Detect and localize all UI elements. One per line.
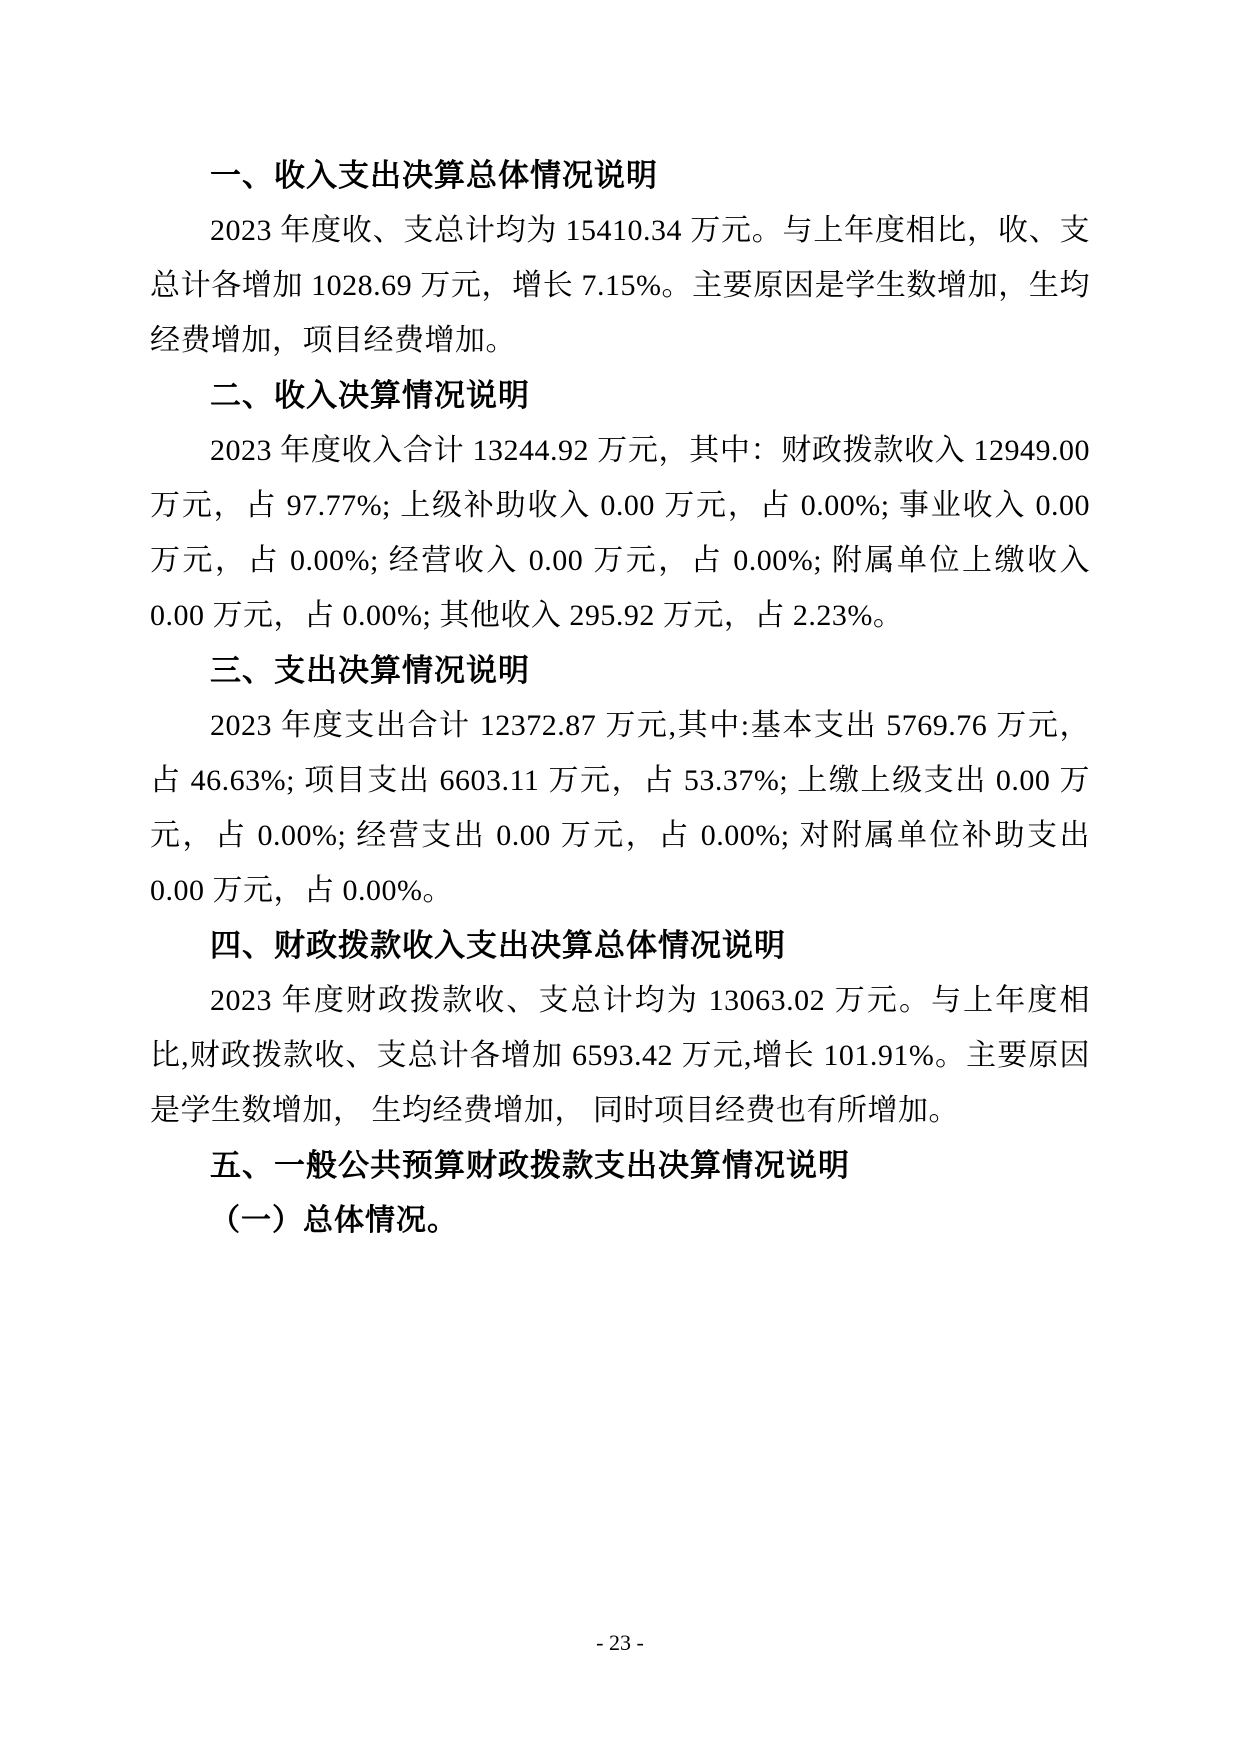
section-4-heading: 四、财政拨款收入支出决算总体情况说明 [210,928,786,963]
page-number: - 23 - [596,1630,644,1655]
section-1-paragraph: 2023 年度收、支总计均为 15410.34 万元。与上年度相比，收、支总计各增加 1028.69 万元，增长 7.15%。主要原因是学生数增加，生均经费增加，项目经费增加。 [150,214,1090,357]
section-5-heading: 五、一般公共预算财政拨款支出决算情况说明 [210,1148,850,1183]
section-1-heading: 一、收入支出决算总体情况说明 [210,158,658,193]
section-4-paragraph: 2023 年度财政拨款收、支总计均为 13063.02 万元。与上年度相比,财政拨款收、支总计各增加 6593.42 万元,增长 101.91%。主要原因是学生数增加， 生均经费增加， 同时项目经费也有所增加。 [150,984,1090,1127]
section-3-paragraph: 2023 年度支出合计 12372.87 万元,其中:基本支出 5769.76 万元，占 46.63%; 项目支出 6603.11 万元，占 53.37%; 上缴上级支出 0.00 万元，占 0.00%; 经营支出 0.00 万元，占 0.00%; 对附属单位补助支出 0.00 万元，占 0.00%。 [150,709,1090,907]
section-5-subsection-heading: （一）总体情况。 [210,1204,458,1237]
section-2-paragraph: 2023 年度收入合计 13244.92 万元，其中：财政拨款收入 12949.00 万元，占 97.77%; 上级补助收入 0.00 万元，占 0.00%; 事业收入 0.00 万元，占 0.00%; 经营收入 0.00 万元，占 0.00%; 附属单位上缴收入 0.00 万元，占 0.00%; 其他收入 295.92 万元，占 2.23%。 [150,434,1090,632]
section-3-heading: 三、支出决算情况说明 [210,653,530,688]
document-content [150,148,1090,1248]
section-2-heading: 二、收入决算情况说明 [210,378,530,413]
